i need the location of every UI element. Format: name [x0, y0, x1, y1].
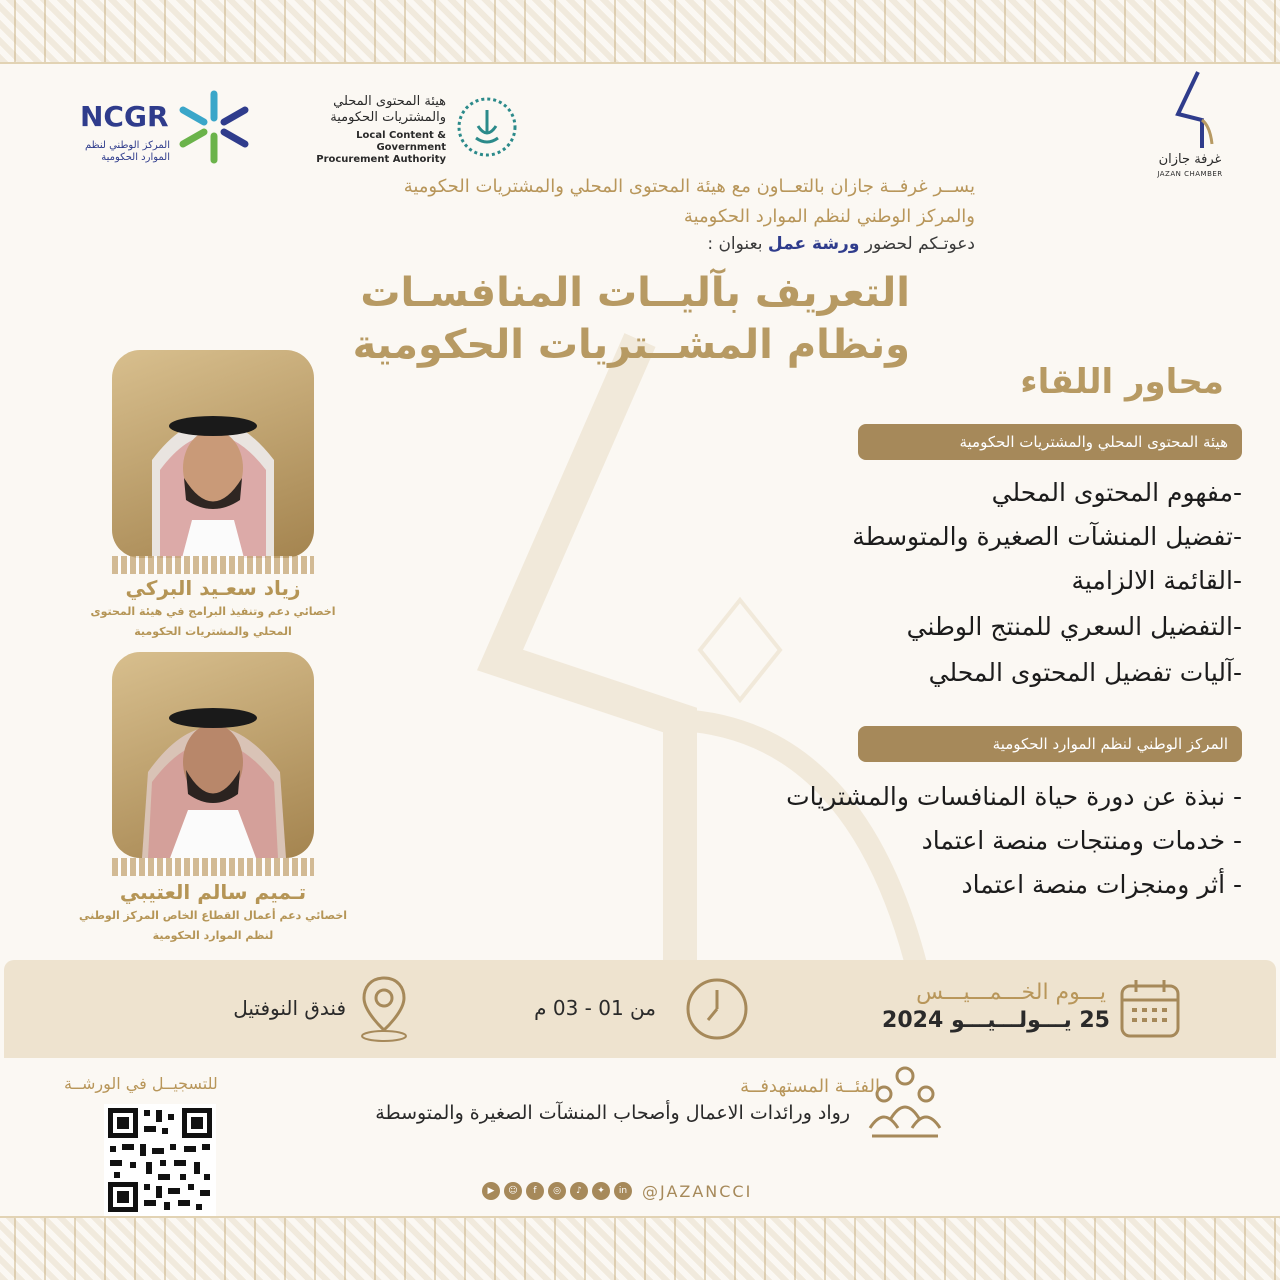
section-1-item: -تفضيل المنشآت الصغيرة والمتوسطة [852, 522, 1242, 551]
linkedin-icon[interactable]: in [614, 1182, 632, 1200]
section-1-label: هيئة المحتوى المحلي والمشتريات الحكومية [858, 424, 1242, 460]
event-location: فندق النوفتيل [233, 996, 346, 1020]
workshop-title-line-2: ونظام المشــتريات الحكومية [352, 322, 910, 368]
social-links [482, 1180, 752, 1202]
axes-heading: محاور اللقاء [1020, 362, 1224, 402]
section-1-item: -التفضيل السعري للمنتج الوطني [906, 612, 1242, 641]
intro-line-1: يســر غرفــة جازان بالتعــاون مع هيئة المحتوى المحلي والمشتريات الحكومية [403, 176, 975, 197]
register-label: للتسجيــل في الورشــة [64, 1074, 218, 1093]
registration-qr-code[interactable] [104, 1104, 216, 1216]
section-1-item: -آليات تفضيل المحتوى المحلي [928, 658, 1242, 687]
top-border-line [0, 62, 1280, 64]
top-decorative-border [0, 0, 1280, 62]
target-audience-label: الفئــة المستهدفــة [740, 1076, 880, 1097]
jazan-name-ar: غرفة جازان [1158, 152, 1222, 167]
speaker-1-portrait [112, 350, 314, 558]
lcgpa-name-en-2: Procurement Authority [316, 154, 446, 165]
section-1-item: -مفهوم المحتوى المحلي [991, 478, 1242, 507]
event-day: يـــوم الخـــمـــيـــس [916, 980, 1106, 1005]
lcgpa-name-ar-1: هيئة المحتوى المحلي [333, 94, 446, 109]
speaker-2-pattern [112, 858, 314, 876]
watermark-logo [440, 300, 960, 1000]
calendar-icon [1118, 976, 1182, 1040]
target-audience-text: رواد ورائدات الاعمال وأصحاب المنشآت الصغيرة والمتوسطة [375, 1102, 850, 1124]
intro-workshop-text: ورشة عمل [767, 234, 860, 254]
social-handle[interactable]: @JAZANCCI [642, 1181, 753, 1201]
jazan-name-en: JAZAN CHAMBER [1157, 170, 1223, 178]
lcgpa-logo [296, 94, 526, 164]
speaker-2-name: تـميم سالم العتيبي [119, 880, 307, 904]
ncgr-logo [80, 88, 260, 178]
speaker-1-pattern [112, 556, 314, 574]
lcgpa-name-en-1: Local Content & Government [356, 130, 446, 153]
speaker-1-role-line-1: اخصائي دعم وتنفيذ البرامج في هيئة المحتوى [90, 605, 336, 618]
section-2-item: - خدمات ومنتجات منصة اعتماد [921, 826, 1242, 855]
facebook-icon[interactable]: f [526, 1182, 544, 1200]
location-pin-icon [356, 974, 412, 1044]
ncgr-abbr: NCGR [80, 100, 169, 133]
tiktok-icon[interactable]: ♪ [570, 1182, 588, 1200]
speaker-1-role-line-2: المحلي والمشتريات الحكومية [134, 625, 292, 638]
speaker-1-role [70, 602, 356, 642]
instagram-icon[interactable]: ◎ [548, 1182, 566, 1200]
speaker-2-photo [112, 652, 314, 858]
twitter-icon[interactable]: ✦ [592, 1182, 610, 1200]
lcgpa-name-ar-2: والمشتريات الحكومية [330, 110, 446, 125]
bottom-border-line [0, 1216, 1280, 1218]
speaker-1-photo [112, 350, 314, 558]
section-2-item: - أثر ومنجزات منصة اعتماد [961, 870, 1242, 899]
speaker-2-portrait [112, 652, 314, 858]
workshop-title-line-1: التعريف بآليــات المنافسـات [360, 270, 910, 316]
intro-invite-text: دعوتـكم لحضور [864, 234, 975, 254]
youtube-icon[interactable]: ▶ [482, 1182, 500, 1200]
bottom-decorative-border [0, 1218, 1280, 1280]
event-time: من 01 - 03 م [534, 996, 656, 1020]
section-2-label: المركز الوطني لنظم الموارد الحكومية [858, 726, 1242, 762]
jazan-mark-icon [1168, 68, 1214, 150]
event-date: 25 يـــولـــيـــو 2024 [882, 1008, 1110, 1033]
speaker-2-role [70, 906, 356, 946]
intro-title-text: بعنوان : [707, 234, 763, 254]
speaker-2-role-line-2: لنظم الموارد الحكومية [152, 929, 274, 942]
intro-line-2: والمركز الوطني لنظم الموارد الحكومية [683, 206, 975, 227]
section-1-item: -القائمة الالزامية [1071, 566, 1242, 595]
snapchat-icon[interactable]: ☺ [504, 1182, 522, 1200]
jazan-chamber-logo [1150, 64, 1230, 184]
lcgpa-emblem-icon [456, 96, 518, 158]
intro-line-3 [707, 234, 975, 254]
clock-icon [684, 976, 750, 1042]
ncgr-name: المركز الوطني لنظم الموارد الحكومية [85, 140, 170, 163]
speaker-2-role-line-1: اخصائي دعم أعمال القطاع الخاص المركز الوطني [78, 909, 348, 922]
ncgr-star-icon [175, 88, 253, 166]
speaker-1-name: زياد سعـيد البركي [125, 576, 301, 600]
section-2-item: - نبذة عن دورة حياة المنافسات والمشتريات [786, 782, 1242, 811]
